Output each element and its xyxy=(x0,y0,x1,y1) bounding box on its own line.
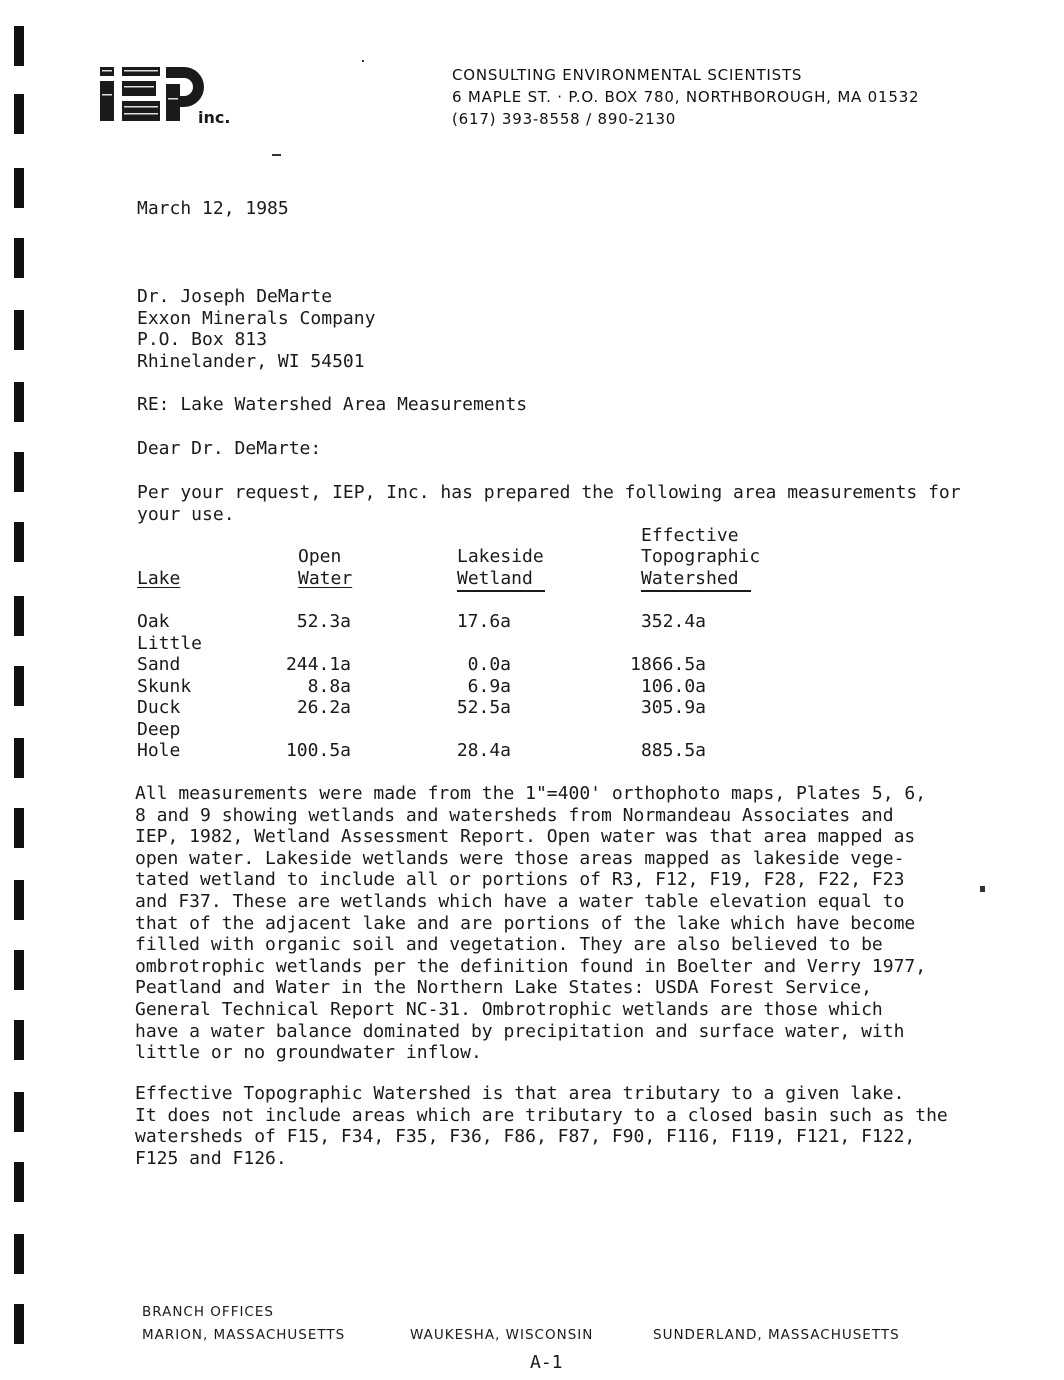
paragraph-line: watersheds of F15, F34, F35, F36, F86, F87, F90, F116, F119, F121, F122, xyxy=(135,1126,916,1148)
table-cell-wetland: 0.0a xyxy=(467,654,511,675)
table-cell-wetland: 52.5a xyxy=(456,697,511,718)
paragraph-line: tated wetland to include all or portions of R3, F12, F19, F28, F22, F23 xyxy=(135,869,905,891)
table-cell-lake: Sand xyxy=(137,654,181,675)
paragraph-line: Peatland and Water in the Northern Lake States: USDA Forest Service, xyxy=(135,977,872,999)
table-cell-watershed: 305.9a xyxy=(640,697,706,718)
branch-offices-heading: BRANCH OFFICES xyxy=(142,1304,274,1320)
paragraph-line: open water. Lakeside wetlands were those areas mapped as lakeside vege- xyxy=(135,847,905,869)
table-cell-open-water: 8.8a xyxy=(307,676,351,697)
binder-hole xyxy=(14,1234,24,1274)
header-watershed: Topographic xyxy=(641,546,761,567)
scan-speck xyxy=(272,154,281,156)
paragraph-line: filled with organic soil and vegetation. They are also believed to be xyxy=(135,934,883,956)
binder-hole xyxy=(14,1162,24,1202)
binder-hole xyxy=(14,1092,24,1132)
paragraph-line: Effective Topographic Watershed is that area tributary to a given lake. xyxy=(135,1083,905,1104)
binder-hole xyxy=(14,238,24,278)
table-cell-lake: Little xyxy=(137,633,203,654)
header-watershed: Watershed xyxy=(641,568,739,589)
scan-speck xyxy=(362,60,364,62)
paragraph-line: 8 and 9 showing wetlands and watersheds from Normandeau Associates and xyxy=(135,804,894,826)
binder-hole xyxy=(14,1020,24,1060)
recipient-line: Exxon Minerals Company xyxy=(137,308,376,329)
binder-hole xyxy=(14,666,24,706)
scan-speck xyxy=(980,886,985,892)
table-cell-open-water: 100.5a xyxy=(285,740,351,761)
binder-hole xyxy=(14,950,24,990)
table-cell-watershed: 885.5a xyxy=(640,740,706,761)
recipient-line: P.O. Box 813 xyxy=(137,329,268,350)
letterhead xyxy=(452,64,919,130)
company-address: 6 MAPLE ST. · P.O. BOX 780, NORTHBOROUGH, MA 01532 xyxy=(452,88,920,106)
table-cell-open-water: 26.2a xyxy=(296,697,351,718)
table-cell-wetland: 6.9a xyxy=(467,676,511,697)
company-logo xyxy=(98,64,238,128)
binder-hole xyxy=(14,94,24,134)
paragraph-line: little or no groundwater inflow. xyxy=(135,1042,482,1064)
branch-office: SUNDERLAND, MASSACHUSETTS xyxy=(653,1327,900,1343)
paragraph-line: have a water balance dominated by precipitation and surface water, with xyxy=(135,1020,905,1042)
recipient-line: Rhinelander, WI 54501 xyxy=(137,351,365,372)
header-open-water: Water xyxy=(298,568,353,589)
recipient-line: Dr. Joseph DeMarte xyxy=(137,286,333,307)
table-cell-watershed: 1866.5a xyxy=(630,654,706,675)
body-paragraph-1 xyxy=(135,783,926,1064)
paragraph-line: All measurements were made from the 1"=400' orthophoto maps, Plates 5, 6, xyxy=(135,783,927,804)
paragraph-line: and F37. These are wetlands which have a water table elevation equal to xyxy=(135,890,905,912)
branch-office: WAUKESHA, WISCONSIN xyxy=(410,1327,594,1343)
salutation: Dear Dr. DeMarte: xyxy=(137,438,322,459)
paragraph-line: that of the adjacent lake and are portions of the lake which have become xyxy=(135,912,916,934)
subject-line: RE: Lake Watershed Area Measurements xyxy=(137,394,528,415)
logo-suffix: inc. xyxy=(198,108,231,127)
table-cell-open-water: 244.1a xyxy=(285,654,351,675)
table-cell-open-water: 52.3a xyxy=(296,611,351,632)
header-underline xyxy=(457,590,545,592)
table-cell-lake: Deep xyxy=(137,719,181,740)
binder-hole xyxy=(14,26,24,66)
company-phone: (617) 393-8558 / 890-2130 xyxy=(452,110,677,128)
binder-hole xyxy=(14,382,24,422)
binder-hole xyxy=(14,596,24,636)
paragraph-line: ombrotrophic wetlands per the definition found in Boelter and Verry 1977, xyxy=(135,955,927,977)
binder-hole xyxy=(14,880,24,920)
company-tagline: CONSULTING ENVIRONMENTAL SCIENTISTS xyxy=(452,66,803,84)
binder-hole xyxy=(14,808,24,848)
letter-date: March 12, 1985 xyxy=(137,198,289,219)
binder-hole xyxy=(14,452,24,492)
binder-hole xyxy=(14,310,24,350)
paragraph-line: F125 and F126. xyxy=(135,1147,287,1169)
paragraph-line: General Technical Report NC-31. Ombrotrophic wetlands are those which xyxy=(135,998,883,1020)
header-wetland: Wetland xyxy=(457,568,533,589)
header-underline xyxy=(641,590,751,592)
table-cell-lake: Duck xyxy=(137,697,181,718)
intro-line: Per your request, IEP, Inc. has prepared the following area measurements for xyxy=(137,482,961,503)
header-watershed: Effective xyxy=(641,525,739,546)
paragraph-line: It does not include areas which are tributary to a closed basin such as the xyxy=(135,1104,948,1126)
table-cell-wetland: 17.6a xyxy=(456,611,511,632)
binder-hole xyxy=(14,738,24,778)
header-wetland: Lakeside xyxy=(457,546,544,567)
paragraph-line: IEP, 1982, Wetland Assessment Report. Open water was that area mapped as xyxy=(135,826,916,848)
binder-hole xyxy=(14,522,24,562)
table-cell-watershed: 352.4a xyxy=(640,611,706,632)
intro-line: your use. xyxy=(137,504,235,525)
binder-hole xyxy=(14,168,24,208)
table-cell-lake: Hole xyxy=(137,740,181,761)
body-paragraph-2 xyxy=(135,1083,948,1169)
page-number: A-1 xyxy=(530,1352,563,1373)
header-open-water: Open xyxy=(298,546,342,567)
table-cell-watershed: 106.0a xyxy=(640,676,706,697)
branch-office: MARION, MASSACHUSETTS xyxy=(142,1327,346,1343)
table-cell-lake: Oak xyxy=(137,611,170,632)
table-cell-wetland: 28.4a xyxy=(456,740,511,761)
binder-hole xyxy=(14,1304,24,1344)
table-cell-lake: Skunk xyxy=(137,676,192,697)
header-lake: Lake xyxy=(137,568,181,589)
